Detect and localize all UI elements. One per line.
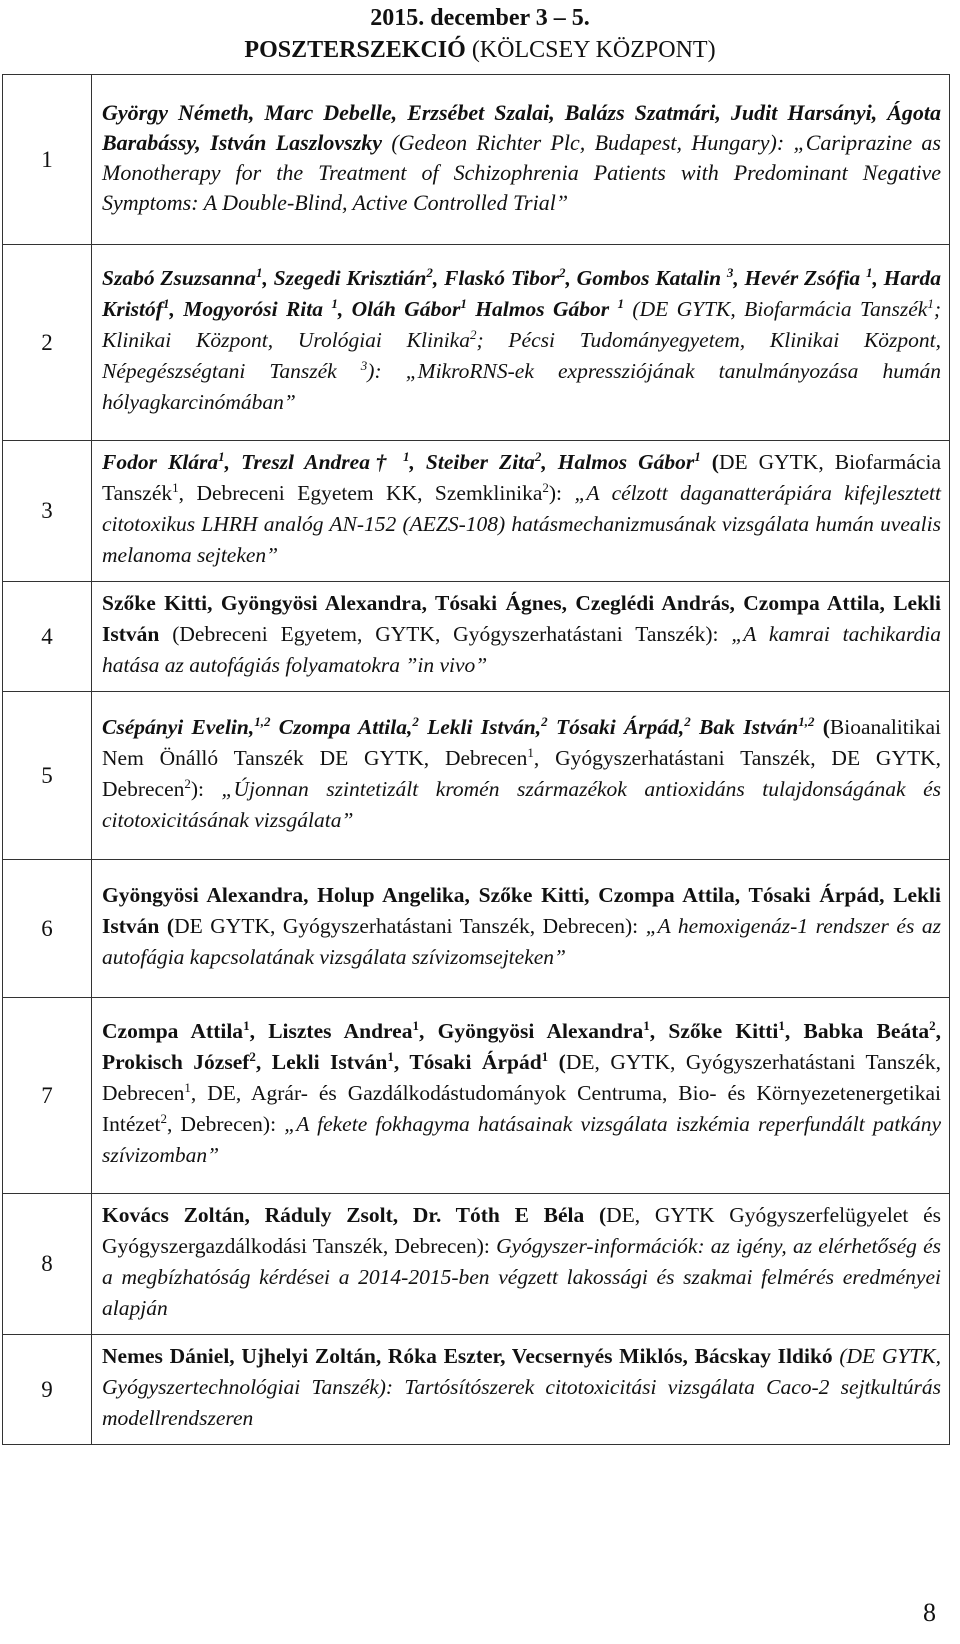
entry-text bbox=[92, 75, 950, 245]
entry-institution: DE GYTK, Biofarmácia Tanszék$^1$, Debreceni Egyetem KK, Szemklinika$^2$): bbox=[102, 450, 941, 505]
entry-title: „A célzott daganatterápiára kifejlesztett citotoxikus LHRH analóg AN-152 (AEZS-108) hatásmechanizmusának vizsgálata humán uvealis melanoma sejteken” bbox=[102, 481, 941, 567]
entry-title: „Cariprazine as Monotherapy for the Treatment of Schizophrenia Patients with Predominant Negative Symptoms: A Double-Blind, Active Controlled Trial” bbox=[102, 129, 941, 215]
session-title bbox=[0, 36, 960, 64]
entry-institution: DE GYTK, Gyógyszerhatástani Tanszék, Debrecen): bbox=[174, 914, 646, 938]
entry-title: „Újonnan szintetizált kromén származékok antioxidáns tulajdonságának és citotoxicitásának vizsgálata” bbox=[102, 776, 941, 832]
entry-authors: György Németh, Marc Debelle, Erzsébet Szalai, Balázs Szatmári, Judit Harsányi, Ágota Barabássy, István Laszlovszky bbox=[102, 99, 941, 155]
entry-authors: Gyöngyösi Alexandra, Holup Angelika, Szőke Kitti, Czompa Attila, Tósaki Árpád, Lekli István ( bbox=[102, 883, 941, 938]
entry-title: „MikroRNS-ek expressziójának tanulmányozása humán hólyagkarcinómában” bbox=[102, 359, 941, 414]
entry-institution: (DE GYTK, Biofarmácia Tanszék$^1$; Klinikai Központ, Urológiai Klinika$^2$; Pécsi Tudományegyetem, Klinikai Központ, Népegészségtani Tanszék $^3$): bbox=[102, 295, 942, 383]
table-row bbox=[3, 860, 950, 998]
table-row bbox=[3, 1335, 950, 1445]
entry-institution: DE, GYTK Gyógyszerfelügyelet és Gyógyszergazdálkodási Tanszék, Debrecen): bbox=[102, 1203, 941, 1258]
entry-institution: Bioanalitikai Nem Önálló Tanszék DE GYTK, Debrecen$^1$, Gyógyszerhatástani Tanszék, DE GYTK, Debrecen$^2$): bbox=[102, 714, 942, 801]
entry-number: 4 bbox=[3, 582, 92, 692]
entry-text bbox=[92, 582, 950, 692]
entry-authors: Fodor Klára$^1$, Treszl Andrea† $^1$, Steiber Zita$^2$, Halmos Gábor$^1$ bbox=[102, 448, 701, 474]
page-number: 8 bbox=[923, 1598, 936, 1627]
entry-authors: Nemes Dániel, Ujhelyi Zoltán, Róka Eszter, Vecsernyés Miklós, Bácskay Ildikó bbox=[102, 1344, 833, 1368]
entry-text bbox=[92, 1194, 950, 1335]
entry-number: 9 bbox=[3, 1335, 92, 1445]
entry-text: Fodor Klára$^1$, Treszl Andrea† $^1$, Steiber Zita$^2$, Halmos Gábor$^1$ (DE GYTK, Biofarmácia Tanszék$^1$, Debreceni Egyetem KK, Szemklinika$^2$): „A célzott daganatterápiára kifejlesztett citotoxikus LHRH analóg AN-152 (AEZS-108) hatásmechanizmusának vizsgálata humán uvealis melanoma sejteken” bbox=[92, 441, 950, 582]
entry-institution: (DE GYTK, Gyógyszertechnológiai Tanszék): bbox=[102, 1344, 941, 1399]
table-row bbox=[3, 998, 950, 1194]
entry-number: 6 bbox=[3, 860, 92, 998]
entry-number: 8 bbox=[3, 1194, 92, 1335]
entry-title: Gyógyszer-információk: az igény, az elérhetőség és a megbízhatóság kérdései a 2014-2015-ben végzett lakossági és szakmai felmérés eredményei alapján bbox=[102, 1234, 941, 1320]
table-row bbox=[3, 75, 950, 245]
entry-number: 3 bbox=[3, 441, 92, 582]
entry-text bbox=[92, 998, 950, 1194]
entry-number: 1 bbox=[3, 75, 92, 245]
entry-text bbox=[92, 1335, 950, 1445]
entry-title: „A hemoxigenáz-1 rendszer és az autofágia kapcsolatának vizsgálata szívizomsejteken” bbox=[102, 914, 942, 969]
event-date: 2015. december 3 – 5. bbox=[370, 5, 590, 31]
entry-authors: Kovács Zoltán, Ráduly Zsolt, Dr. Tóth E Béla ( bbox=[102, 1203, 607, 1227]
session-title-venue: (KÖLCSEY KÖZPONT) bbox=[465, 37, 716, 63]
table-row bbox=[3, 692, 950, 860]
entry-authors: Csépányi Evelin,$^{1,2}$ Czompa Attila,$^2$ Lekli István,$^2$ Tósaki Árpád,$^2$ Bak István$^{1,2}$ bbox=[102, 713, 815, 739]
entry-institution: DE, GYTK, Gyógyszerhatástani Tanszék, Debrecen$^1$, DE, Agrár- és Gazdálkodástudományok Centruma, Bio- és Környezetenergetikai Intézet$^2$, Debrecen): bbox=[102, 1050, 942, 1136]
session-title-main: POSZTERSZEKCIÓ bbox=[244, 37, 466, 63]
entry-title: Tartósítószerek citotoxicitási vizsgálata Caco-2 sejtkultúrás modellrendszeren bbox=[102, 1375, 941, 1430]
poster-program-table bbox=[2, 74, 950, 1445]
entry-institution: (Debreceni Egyetem, GYTK, Gyógyszerhatástani Tanszék): bbox=[159, 622, 732, 646]
entry-number: 5 bbox=[3, 692, 92, 860]
entry-text bbox=[92, 860, 950, 998]
table-row bbox=[3, 582, 950, 692]
entry-authors: Szabó Zsuzsanna$^1$, Szegedi Krisztián$^2$, Flaskó Tibor$^2$, Gombos Katalin $^3$, Hevér Zsófia $^1$, Harda Kristóf$^1$, Mogyorósi Rita $^1$, Oláh Gábor$^1$ Halmos Gábor $^1$ bbox=[102, 264, 941, 321]
entry-text: Csépányi Evelin,$^{1,2}$ Czompa Attila,$^2$ Lekli István,$^2$ Tósaki Árpád,$^2$ Bak István$^{1,2}$ (Bioanalitikai Nem Önálló Tanszék DE GYTK, Debrecen$^1$, Gyógyszerhatástani Tanszék, DE GYTK, Debrecen$^2$): „Újonnan szintetizált kromén származékok antioxidáns tulajdonságának és citotoxicitásának vizsgálata” bbox=[92, 692, 950, 860]
entry-title: „A kamrai tachikardia hatása az autofágiás folyamatokra ”in vivo” bbox=[102, 622, 942, 677]
entry-number: 2 bbox=[3, 245, 92, 441]
table-row bbox=[3, 441, 950, 582]
table-row bbox=[3, 1194, 950, 1335]
entry-title: „A fekete fokhagyma hatásainak vizsgálata iszkémia reperfundált patkány szívizomban” bbox=[102, 1112, 941, 1167]
entry-text bbox=[92, 245, 950, 441]
table-row bbox=[3, 245, 950, 441]
entry-authors: Szőke Kitti, Gyöngyösi Alexandra, Tósaki Ágnes, Czeglédi András, Czompa Attila, Lekli István bbox=[102, 591, 941, 646]
entry-authors: Czompa Attila$^1$, Lisztes Andrea$^1$, Gyöngyösi Alexandra$^1$, Szőke Kitti$^1$, Babka Beáta$^2$, Prokisch József$^2$, Lekli István$^1$, Tósaki Árpád$^1$ ( bbox=[102, 1017, 941, 1074]
entry-institution: (Gedeon Richter Plc, Budapest, Hungary): bbox=[382, 129, 794, 155]
entry-number: 7 bbox=[3, 998, 92, 1194]
